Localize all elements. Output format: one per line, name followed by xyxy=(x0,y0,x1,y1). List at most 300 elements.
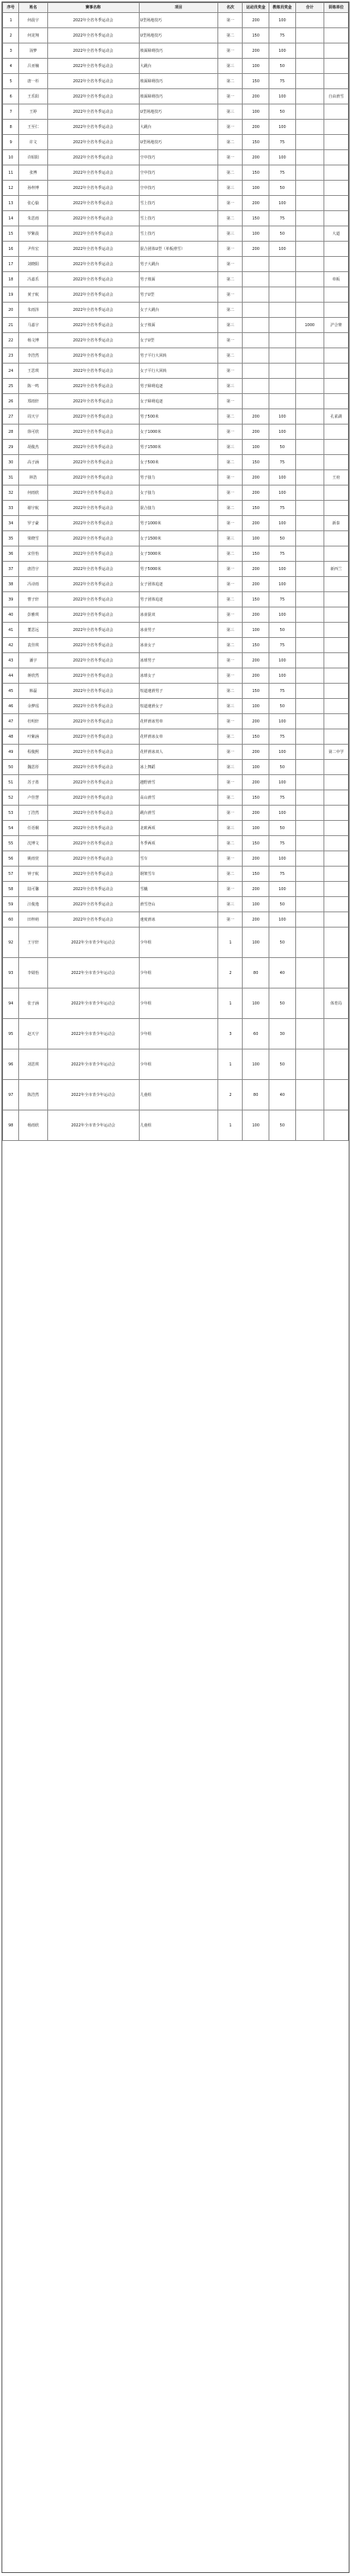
cell-no[interactable]: 1 xyxy=(3,13,19,28)
cell-name[interactable]: 胡俊杰 xyxy=(19,440,47,455)
cell-rank[interactable]: 第一 xyxy=(218,394,243,409)
cell-coach[interactable]: 100 xyxy=(269,470,296,485)
cell-coach[interactable]: 75 xyxy=(269,729,296,745)
cell-no[interactable]: 20 xyxy=(3,303,19,318)
cell-no[interactable]: 17 xyxy=(3,257,19,272)
cell-bonus[interactable] xyxy=(243,379,269,394)
cell-org[interactable] xyxy=(324,165,348,181)
cell-rank[interactable]: 第二 xyxy=(218,867,243,882)
cell-name[interactable]: 何晨宇 xyxy=(19,13,47,28)
cell-bonus[interactable]: 100 xyxy=(243,104,269,120)
cell-name[interactable]: 彭雅琪 xyxy=(19,607,47,623)
cell-name[interactable]: 林浩 xyxy=(19,470,47,485)
cell-name[interactable]: 汤梦 xyxy=(19,43,47,59)
cell-org[interactable] xyxy=(324,135,348,150)
cell-org[interactable]: 单板 xyxy=(324,272,348,287)
cell-no[interactable]: 57 xyxy=(3,867,19,882)
cell-bonus[interactable]: 150 xyxy=(243,638,269,653)
cell-total[interactable] xyxy=(295,348,324,364)
cell-name[interactable]: 何雨欣 xyxy=(19,485,47,501)
cell-no[interactable]: 25 xyxy=(3,379,19,394)
cell-total[interactable] xyxy=(295,425,324,440)
cell-name[interactable]: 王乐阳 xyxy=(19,89,47,104)
cell-rank[interactable]: 第一 xyxy=(218,43,243,59)
cell-total[interactable] xyxy=(295,531,324,546)
cell-rank[interactable]: 第二 xyxy=(218,501,243,516)
cell-org[interactable]: 新西兰 xyxy=(324,562,348,577)
cell-coach[interactable]: 50 xyxy=(269,623,296,638)
cell-no[interactable]: 56 xyxy=(3,851,19,867)
cell-event[interactable]: 2022年全省冬季运动会 xyxy=(47,211,139,226)
cell-total[interactable] xyxy=(295,501,324,516)
cell-bonus[interactable]: 200 xyxy=(243,577,269,592)
cell-no[interactable]: 33 xyxy=(3,501,19,516)
cell-project[interactable]: 雪上技巧 xyxy=(139,226,218,242)
cell-total[interactable] xyxy=(295,684,324,699)
cell-event[interactable]: 2022年全省冬季运动会 xyxy=(47,729,139,745)
cell-rank[interactable]: 第一 xyxy=(218,13,243,28)
cell-name[interactable]: 王至仁 xyxy=(19,120,47,135)
cell-no[interactable]: 35 xyxy=(3,531,19,546)
cell-bonus[interactable]: 150 xyxy=(243,592,269,607)
cell-org[interactable] xyxy=(324,242,348,257)
cell-coach[interactable]: 100 xyxy=(269,806,296,821)
cell-org[interactable] xyxy=(324,196,348,211)
cell-coach[interactable]: 100 xyxy=(269,562,296,577)
cell-project[interactable]: 花样滑冰男单 xyxy=(139,714,218,729)
cell-name[interactable]: 许昭阳 xyxy=(19,150,47,165)
cell-bonus[interactable]: 100 xyxy=(243,821,269,836)
cell-bonus[interactable]: 200 xyxy=(243,775,269,790)
cell-total[interactable] xyxy=(295,74,324,89)
cell-name[interactable]: 徐可欣 xyxy=(19,425,47,440)
cell-bonus[interactable]: 200 xyxy=(243,409,269,425)
cell-project[interactable]: 花样滑冰双人 xyxy=(139,745,218,760)
cell-project[interactable]: 女子500米 xyxy=(139,455,218,470)
cell-rank[interactable]: 1 xyxy=(218,1110,243,1141)
cell-coach[interactable]: 50 xyxy=(269,699,296,714)
cell-org[interactable] xyxy=(324,760,348,775)
cell-bonus[interactable]: 200 xyxy=(243,607,269,623)
cell-no[interactable]: 45 xyxy=(3,684,19,699)
cell-event[interactable]: 2022年全省冬季运动会 xyxy=(47,150,139,165)
cell-org[interactable] xyxy=(324,287,348,303)
cell-no[interactable]: 94 xyxy=(3,988,19,1019)
cell-project[interactable]: 冰壶混双 xyxy=(139,607,218,623)
cell-event[interactable]: 2022年全省冬季运动会 xyxy=(47,242,139,257)
cell-project[interactable]: 短道速滑男子 xyxy=(139,684,218,699)
cell-rank[interactable]: 第二 xyxy=(218,28,243,43)
cell-event[interactable]: 2022年全省冬季运动会 xyxy=(47,607,139,623)
cell-total[interactable] xyxy=(295,1080,324,1110)
cell-rank[interactable]: 第一 xyxy=(218,882,243,897)
cell-org[interactable] xyxy=(324,394,348,409)
cell-no[interactable]: 18 xyxy=(3,272,19,287)
cell-event[interactable]: 2022年全省冬季运动会 xyxy=(47,562,139,577)
cell-project[interactable]: 女子3000米 xyxy=(139,546,218,562)
cell-coach[interactable]: 100 xyxy=(269,668,296,684)
cell-bonus[interactable] xyxy=(243,364,269,379)
cell-no[interactable]: 41 xyxy=(3,623,19,638)
cell-coach[interactable]: 75 xyxy=(269,165,296,181)
cell-project[interactable]: 冰球男子 xyxy=(139,653,218,668)
cell-org[interactable] xyxy=(324,74,348,89)
cell-event[interactable]: 2022年全省冬季运动会 xyxy=(47,836,139,851)
cell-bonus[interactable]: 200 xyxy=(243,196,269,211)
cell-org[interactable] xyxy=(324,43,348,59)
cell-name[interactable]: 董思远 xyxy=(19,623,47,638)
cell-project[interactable]: 冰上舞蹈 xyxy=(139,760,218,775)
cell-rank[interactable]: 第二 xyxy=(218,729,243,745)
cell-total[interactable] xyxy=(295,135,324,150)
cell-bonus[interactable]: 200 xyxy=(243,43,269,59)
cell-name[interactable]: 王宇轩 xyxy=(19,928,47,958)
cell-event[interactable]: 2022年全省冬季运动会 xyxy=(47,59,139,74)
cell-name[interactable]: 宋佳怡 xyxy=(19,546,47,562)
cell-name[interactable]: 高子涵 xyxy=(19,455,47,470)
cell-total[interactable] xyxy=(295,165,324,181)
cell-event[interactable]: 2022年全省冬季运动会 xyxy=(47,501,139,516)
cell-org[interactable] xyxy=(324,303,348,318)
cell-event[interactable]: 2022年全省冬季运动会 xyxy=(47,425,139,440)
cell-rank[interactable]: 第二 xyxy=(218,135,243,150)
cell-total[interactable] xyxy=(295,516,324,531)
cell-event[interactable]: 2022年全省冬季运动会 xyxy=(47,165,139,181)
cell-no[interactable]: 22 xyxy=(3,333,19,348)
cell-event[interactable]: 2022年全省冬季运动会 xyxy=(47,546,139,562)
cell-no[interactable]: 11 xyxy=(3,165,19,181)
cell-name[interactable]: 唐浩宇 xyxy=(19,562,47,577)
cell-no[interactable]: 21 xyxy=(3,318,19,333)
cell-no[interactable]: 59 xyxy=(3,897,19,912)
cell-coach[interactable] xyxy=(269,364,296,379)
cell-coach[interactable] xyxy=(269,287,296,303)
cell-name[interactable]: 王思琪 xyxy=(19,364,47,379)
cell-org[interactable] xyxy=(324,623,348,638)
cell-coach[interactable]: 100 xyxy=(269,851,296,867)
cell-name[interactable]: 梁晓雪 xyxy=(19,531,47,546)
col-header-project[interactable]: 项目 xyxy=(139,3,218,13)
cell-no[interactable]: 15 xyxy=(3,226,19,242)
cell-total[interactable] xyxy=(295,89,324,104)
cell-project[interactable]: 冰壶男子 xyxy=(139,623,218,638)
cell-no[interactable]: 36 xyxy=(3,546,19,562)
cell-event[interactable]: 2022年全省冬季运动会 xyxy=(47,74,139,89)
cell-rank[interactable]: 第二 xyxy=(218,592,243,607)
cell-coach[interactable]: 100 xyxy=(269,653,296,668)
cell-project[interactable]: 少年组 xyxy=(139,928,218,958)
cell-rank[interactable]: 第一 xyxy=(218,242,243,257)
cell-coach[interactable]: 100 xyxy=(269,775,296,790)
cell-org[interactable] xyxy=(324,1019,348,1049)
cell-event[interactable]: 2022年全省冬季运动会 xyxy=(47,882,139,897)
col-header-event[interactable]: 赛事名称 xyxy=(47,3,139,13)
cell-coach[interactable]: 75 xyxy=(269,684,296,699)
cell-event[interactable]: 2022年全省冬季运动会 xyxy=(47,760,139,775)
cell-bonus[interactable]: 80 xyxy=(243,958,269,988)
cell-org[interactable] xyxy=(324,790,348,806)
cell-total[interactable] xyxy=(295,562,324,577)
cell-name[interactable]: 程俊熙 xyxy=(19,745,47,760)
cell-org[interactable] xyxy=(324,379,348,394)
cell-no[interactable]: 52 xyxy=(3,790,19,806)
cell-project[interactable]: U型场地技巧 xyxy=(139,28,218,43)
cell-no[interactable]: 9 xyxy=(3,135,19,150)
cell-name[interactable]: 余梦瑶 xyxy=(19,699,47,714)
cell-total[interactable] xyxy=(295,181,324,196)
cell-total[interactable] xyxy=(295,882,324,897)
cell-rank[interactable]: 第三 xyxy=(218,226,243,242)
cell-no[interactable]: 28 xyxy=(3,425,19,440)
cell-no[interactable]: 58 xyxy=(3,882,19,897)
cell-no[interactable]: 38 xyxy=(3,577,19,592)
cell-bonus[interactable]: 100 xyxy=(243,897,269,912)
cell-bonus[interactable]: 100 xyxy=(243,623,269,638)
cell-project[interactable]: 坡面障碍技巧 xyxy=(139,89,218,104)
cell-bonus[interactable]: 200 xyxy=(243,714,269,729)
cell-event[interactable]: 2022年全省冬季运动会 xyxy=(47,851,139,867)
cell-no[interactable]: 32 xyxy=(3,485,19,501)
cell-coach[interactable] xyxy=(269,272,296,287)
cell-project[interactable]: 男子团体追逐 xyxy=(139,592,218,607)
cell-total[interactable] xyxy=(295,272,324,287)
cell-coach[interactable] xyxy=(269,379,296,394)
cell-coach[interactable]: 100 xyxy=(269,150,296,165)
cell-rank[interactable]: 第一 xyxy=(218,516,243,531)
cell-project[interactable]: 大跳台 xyxy=(139,120,218,135)
cell-total[interactable] xyxy=(295,607,324,623)
cell-project[interactable]: 冰球女子 xyxy=(139,668,218,684)
cell-no[interactable]: 46 xyxy=(3,699,19,714)
cell-total[interactable] xyxy=(295,257,324,272)
cell-event[interactable]: 2022年全省冬季运动会 xyxy=(47,181,139,196)
cell-event[interactable]: 2022年全省冬季运动会 xyxy=(47,684,139,699)
cell-coach[interactable] xyxy=(269,394,296,409)
cell-name[interactable]: 汪俊逸 xyxy=(19,897,47,912)
cell-event[interactable]: 2022年全省冬季运动会 xyxy=(47,348,139,364)
cell-rank[interactable]: 第二 xyxy=(218,303,243,318)
cell-project[interactable]: 儿童组 xyxy=(139,1110,218,1141)
cell-bonus[interactable]: 200 xyxy=(243,13,269,28)
cell-total[interactable] xyxy=(295,958,324,988)
cell-org[interactable] xyxy=(324,653,348,668)
cell-coach[interactable]: 75 xyxy=(269,74,296,89)
cell-bonus[interactable]: 150 xyxy=(243,135,269,150)
cell-no[interactable]: 2 xyxy=(3,28,19,43)
cell-event[interactable]: 2022年全省冬季运动会 xyxy=(47,303,139,318)
cell-rank[interactable]: 第一 xyxy=(218,562,243,577)
cell-name[interactable]: 冯嘉乐 xyxy=(19,272,47,287)
cell-event[interactable]: 2022年全省冬季运动会 xyxy=(47,120,139,135)
cell-coach[interactable] xyxy=(269,318,296,333)
cell-event[interactable]: 2022年全省冬季运动会 xyxy=(47,485,139,501)
cell-name[interactable]: 苏子墨 xyxy=(19,775,47,790)
cell-coach[interactable]: 50 xyxy=(269,531,296,546)
cell-org[interactable]: 新泰 xyxy=(324,516,348,531)
cell-rank[interactable]: 第二 xyxy=(218,165,243,181)
cell-project[interactable]: 高山滑雪 xyxy=(139,790,218,806)
cell-org[interactable] xyxy=(324,714,348,729)
cell-rank[interactable]: 1 xyxy=(218,928,243,958)
cell-rank[interactable]: 第一 xyxy=(218,653,243,668)
cell-coach[interactable]: 100 xyxy=(269,516,296,531)
cell-event[interactable]: 2022年全省冬季运动会 xyxy=(47,531,139,546)
cell-event[interactable]: 2022年全省冬季运动会 xyxy=(47,318,139,333)
cell-bonus[interactable]: 150 xyxy=(243,28,269,43)
cell-org[interactable]: 第二中学 xyxy=(324,745,348,760)
cell-total[interactable] xyxy=(295,226,324,242)
cell-total[interactable] xyxy=(295,851,324,867)
cell-coach[interactable]: 75 xyxy=(269,546,296,562)
cell-event[interactable]: 2022年全省冬季运动会 xyxy=(47,592,139,607)
cell-rank[interactable]: 第一 xyxy=(218,89,243,104)
cell-event[interactable]: 2022年全省冬季运动会 xyxy=(47,333,139,348)
cell-bonus[interactable]: 150 xyxy=(243,455,269,470)
cell-event[interactable]: 2022年全省冬季运动会 xyxy=(47,43,139,59)
cell-coach[interactable]: 75 xyxy=(269,836,296,851)
cell-no[interactable]: 13 xyxy=(3,196,19,211)
cell-name[interactable]: 陈浩然 xyxy=(19,1080,47,1110)
cell-project[interactable]: 儿童组 xyxy=(139,1080,218,1110)
cell-event[interactable]: 2022年全省冬季运动会 xyxy=(47,394,139,409)
cell-project[interactable]: 女子1500米 xyxy=(139,531,218,546)
cell-project[interactable]: 男子障碍追逐 xyxy=(139,379,218,394)
cell-project[interactable]: 女子大跳台 xyxy=(139,303,218,318)
cell-name[interactable]: 潘宇 xyxy=(19,653,47,668)
cell-org[interactable] xyxy=(324,668,348,684)
cell-org[interactable]: 孔雀湖 xyxy=(324,409,348,425)
cell-name[interactable]: 罗紫晨 xyxy=(19,226,47,242)
cell-org[interactable] xyxy=(324,546,348,562)
cell-org[interactable] xyxy=(324,485,348,501)
cell-no[interactable]: 53 xyxy=(3,806,19,821)
cell-total[interactable] xyxy=(295,394,324,409)
cell-event[interactable]: 2022年全市青少年运动会 xyxy=(47,1110,139,1141)
cell-project[interactable]: 速度滑冰 xyxy=(139,912,218,928)
cell-rank[interactable]: 第一 xyxy=(218,333,243,348)
cell-org[interactable] xyxy=(324,120,348,135)
cell-bonus[interactable]: 100 xyxy=(243,440,269,455)
col-header-total[interactable]: 合计 xyxy=(295,3,324,13)
cell-bonus[interactable]: 100 xyxy=(243,531,269,546)
cell-project[interactable]: 越野滑雪 xyxy=(139,775,218,790)
cell-total[interactable] xyxy=(295,806,324,821)
cell-name[interactable]: 谢宇航 xyxy=(19,501,47,516)
cell-total[interactable] xyxy=(295,104,324,120)
cell-total[interactable] xyxy=(295,43,324,59)
cell-rank[interactable]: 第一 xyxy=(218,577,243,592)
cell-name[interactable]: 张心愉 xyxy=(19,196,47,211)
cell-rank[interactable]: 第三 xyxy=(218,59,243,74)
cell-total[interactable] xyxy=(295,242,324,257)
cell-total[interactable] xyxy=(295,836,324,851)
cell-total[interactable] xyxy=(295,988,324,1019)
cell-total[interactable] xyxy=(295,775,324,790)
cell-name[interactable]: 刘思琪 xyxy=(19,1049,47,1080)
cell-name[interactable]: 唐一杉 xyxy=(19,74,47,89)
cell-bonus[interactable]: 200 xyxy=(243,242,269,257)
cell-org[interactable]: 大道 xyxy=(324,226,348,242)
cell-org[interactable] xyxy=(324,775,348,790)
cell-event[interactable]: 2022年全省冬季运动会 xyxy=(47,806,139,821)
cell-bonus[interactable]: 200 xyxy=(243,668,269,684)
cell-coach[interactable]: 100 xyxy=(269,89,296,104)
cell-bonus[interactable] xyxy=(243,333,269,348)
cell-project[interactable]: 雪上技巧 xyxy=(139,211,218,226)
cell-project[interactable]: 女子1000米 xyxy=(139,425,218,440)
cell-project[interactable]: 坡面障碍技巧 xyxy=(139,43,218,59)
cell-event[interactable]: 2022年全省冬季运动会 xyxy=(47,257,139,272)
cell-total[interactable] xyxy=(295,912,324,928)
cell-org[interactable] xyxy=(324,897,348,912)
cell-no[interactable]: 10 xyxy=(3,150,19,165)
cell-project[interactable]: U型场地技巧 xyxy=(139,104,218,120)
cell-event[interactable]: 2022年全市青少年运动会 xyxy=(47,928,139,958)
cell-org[interactable]: 王府 xyxy=(324,470,348,485)
cell-no[interactable]: 51 xyxy=(3,775,19,790)
cell-no[interactable]: 8 xyxy=(3,120,19,135)
cell-no[interactable]: 7 xyxy=(3,104,19,120)
cell-bonus[interactable]: 100 xyxy=(243,988,269,1019)
cell-no[interactable]: 43 xyxy=(3,653,19,668)
cell-rank[interactable]: 第一 xyxy=(218,196,243,211)
cell-bonus[interactable]: 200 xyxy=(243,485,269,501)
cell-org[interactable] xyxy=(324,531,348,546)
cell-org[interactable] xyxy=(324,912,348,928)
cell-org[interactable] xyxy=(324,104,348,120)
cell-org[interactable] xyxy=(324,882,348,897)
cell-name[interactable]: 马嘉宇 xyxy=(19,318,47,333)
cell-coach[interactable]: 100 xyxy=(269,714,296,729)
cell-name[interactable]: 卢佳慧 xyxy=(19,790,47,806)
cell-name[interactable]: 郑雨轩 xyxy=(19,394,47,409)
cell-org[interactable] xyxy=(324,1049,348,1080)
cell-coach[interactable]: 75 xyxy=(269,592,296,607)
cell-bonus[interactable] xyxy=(243,272,269,287)
cell-no[interactable]: 92 xyxy=(3,928,19,958)
cell-name[interactable]: 许文 xyxy=(19,135,47,150)
col-header-rank[interactable]: 名次 xyxy=(218,3,243,13)
cell-rank[interactable]: 第二 xyxy=(218,74,243,89)
cell-project[interactable]: 女子接力 xyxy=(139,485,218,501)
cell-org[interactable] xyxy=(324,638,348,653)
cell-rank[interactable]: 第三 xyxy=(218,821,243,836)
cell-event[interactable]: 2022年全省冬季运动会 xyxy=(47,13,139,28)
cell-no[interactable]: 55 xyxy=(3,836,19,851)
cell-org[interactable] xyxy=(324,684,348,699)
cell-project[interactable]: 少年组 xyxy=(139,958,218,988)
cell-org[interactable]: 沪合赛 xyxy=(324,318,348,333)
cell-no[interactable]: 39 xyxy=(3,592,19,607)
cell-org[interactable] xyxy=(324,607,348,623)
cell-no[interactable]: 3 xyxy=(3,43,19,59)
cell-rank[interactable]: 第二 xyxy=(218,409,243,425)
cell-org[interactable] xyxy=(324,806,348,821)
cell-name[interactable]: 冯诗雨 xyxy=(19,577,47,592)
cell-rank[interactable]: 第三 xyxy=(218,760,243,775)
cell-project[interactable]: 女子坡面 xyxy=(139,318,218,333)
cell-event[interactable]: 2022年全省冬季运动会 xyxy=(47,104,139,120)
cell-event[interactable]: 2022年全省冬季运动会 xyxy=(47,226,139,242)
cell-project[interactable]: 跳台滑雪 xyxy=(139,806,218,821)
cell-org[interactable] xyxy=(324,28,348,43)
cell-coach[interactable]: 50 xyxy=(269,59,296,74)
cell-name[interactable]: 李婧怡 xyxy=(19,958,47,988)
cell-no[interactable]: 24 xyxy=(3,364,19,379)
cell-org[interactable] xyxy=(324,729,348,745)
cell-name[interactable]: 周天宇 xyxy=(19,409,47,425)
cell-total[interactable] xyxy=(295,928,324,958)
